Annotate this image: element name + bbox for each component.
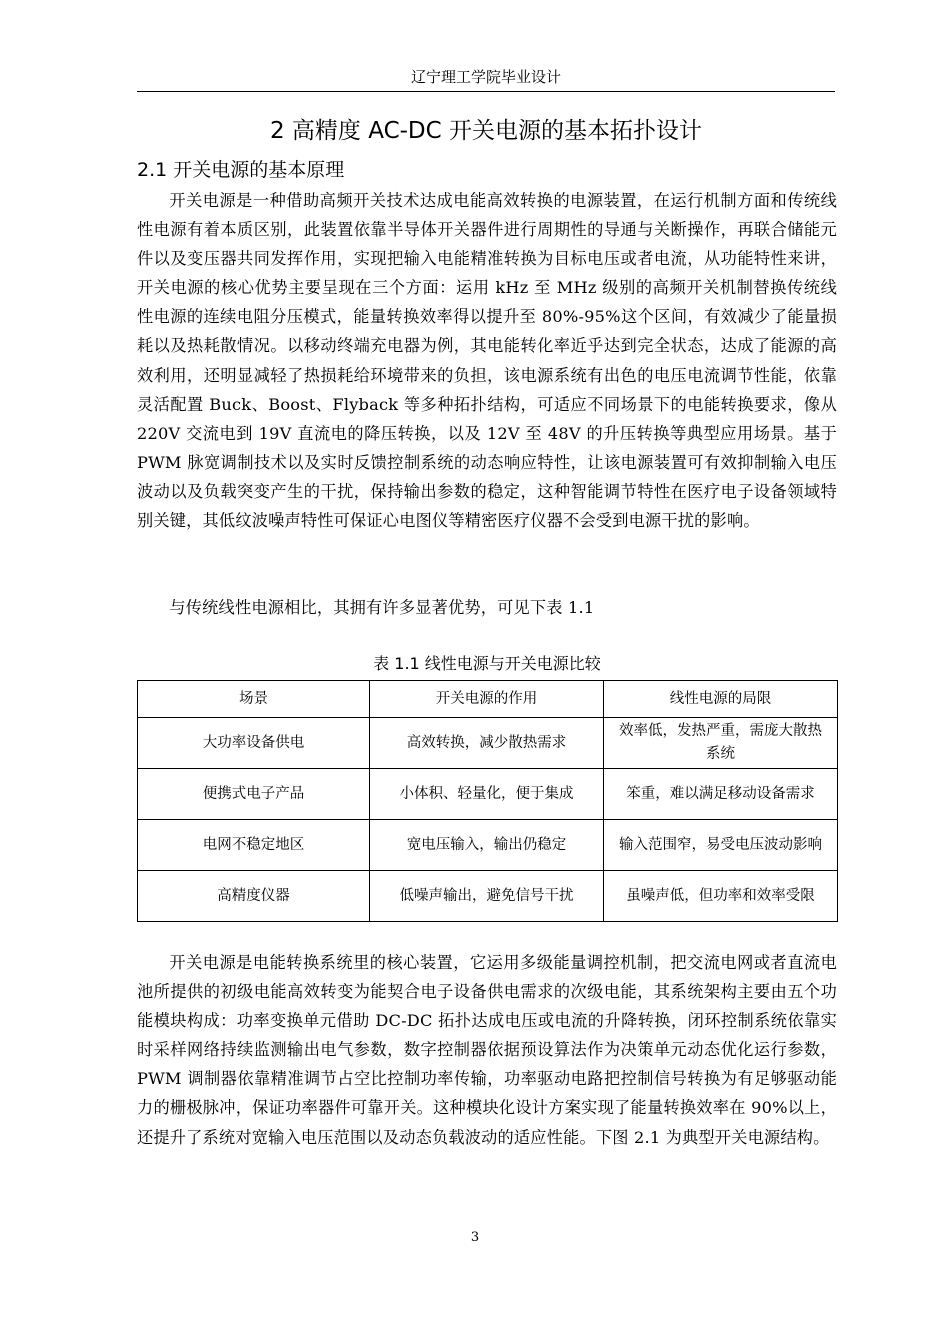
- body-paragraph-1: 开关电源是一种借助高频开关技术达成电能高效转换的电源装置，在运行机制方面和传统线性电源有着本质区别，此装置依靠半导体开关器件进行周期性的导通与关断操作，再联合储能元件以及变压器共同发挥作用，实现把输入电能精准转换为目标电压或者电流，从功能特性来讲，开关电源的核心优势主要呈现在三个方面：运用 kHz 至 MHz 级别的高频开关机制替换传统线性电源的连续电阻分压模式，能量转换效率得以提升至 80%-95%这个区间，有效减少了能量损耗以及热耗散情况。以移动终端充电器为例，其电能转化率近乎达到完全状态，达成了能源的高效利用，还明显减轻了热损耗给环境带来的负担，该电源系统有出色的电压电流调节性能，依靠灵活配置 Buck、Boost、Flyback 等多种拓扑结构，可适应不同场景下的电能转换要求，像从 220V 交流电到 19V 直流电的降压转换，以及 12V 至 48V 的升压转换等典型应用场景。基于 PWM 脉宽调制技术以及实时反馈控制系统的动态响应特性，让该电源装置可有效抑制输入电压波动以及负载突变产生的干扰，保持输出参数的稳定，这种智能调节特性在医疗电子设备领域特别关键，其低纹波噪声特性可保证心电图仪等精密医疗仪器不会受到电源干扰的影响。: [137, 191, 837, 531]
- table-row: [138, 871, 838, 922]
- table-cell: 大功率设备供电: [138, 718, 370, 769]
- table-cell: 宽电压输入，输出仍稳定: [370, 820, 604, 871]
- table-caption: 表 1.1 线性电源与开关电源比较: [373, 654, 601, 673]
- table-cell: 笨重，难以满足移动设备需求: [604, 769, 838, 820]
- table-cell: 电网不稳定地区: [138, 820, 370, 871]
- table-row: [138, 718, 838, 769]
- table-header-cell: 开关电源的作用: [370, 681, 604, 718]
- table-row: [138, 769, 838, 820]
- table-cell: 小体积、轻量化，便于集成: [370, 769, 604, 820]
- body-paragraph-2: 与传统线性电源相比，其拥有许多显著优势，可见下表 1.1: [169, 598, 595, 617]
- table-cell: 输入范围窄，易受电压波动影响: [604, 820, 838, 871]
- table-row: [138, 820, 838, 871]
- table-header-row: [138, 681, 838, 718]
- table-cell: 虽噪声低，但功率和效率受限: [604, 871, 838, 922]
- page-header: 辽宁理工学院毕业设计: [137, 66, 835, 92]
- chapter-title: 2 高精度 AC-DC 开关电源的基本拓扑设计: [269, 118, 703, 144]
- comparison-table: [137, 680, 838, 922]
- table-header-cell: 场景: [138, 681, 370, 718]
- table-cell: 便携式电子产品: [138, 769, 370, 820]
- table-cell: 效率低，发热严重，需庞大散热系统: [604, 718, 838, 769]
- table-cell: 高效转换，减少散热需求: [370, 718, 604, 769]
- page-number: 3: [470, 1230, 480, 1245]
- table-cell: 低噪声输出，避免信号干扰: [370, 871, 604, 922]
- section-title: 2.1 开关电源的基本原理: [137, 159, 345, 181]
- table-header-cell: 线性电源的局限: [604, 681, 838, 718]
- body-paragraph-3: 开关电源是电能转换系统里的核心装置，它运用多级能量调控机制，把交流电网或者直流电池所提供的初级电能高效转变为能契合电子设备供电需求的次级电能，其系统架构主要由五个功能模块构成：功率变换单元借助 DC-DC 拓扑达成电压或电流的升降转换，闭环控制系统依靠实时采样网络持续监测输出电气参数，数字控制器依据预设算法作为决策单元动态优化运行参数，PWM 调制器依靠精准调节占空比控制功率传输，功率驱动电路把控制信号转换为有足够驱动能力的栅极脉冲，保证功率器件可靠开关。这种模块化设计方案实现了能量转换效率在 90%以上，还提升了系统对宽输入电压范围以及动态负载波动的适应性能。下图 2.1 为典型开关电源结构。: [137, 953, 837, 1147]
- table-cell: 高精度仪器: [138, 871, 370, 922]
